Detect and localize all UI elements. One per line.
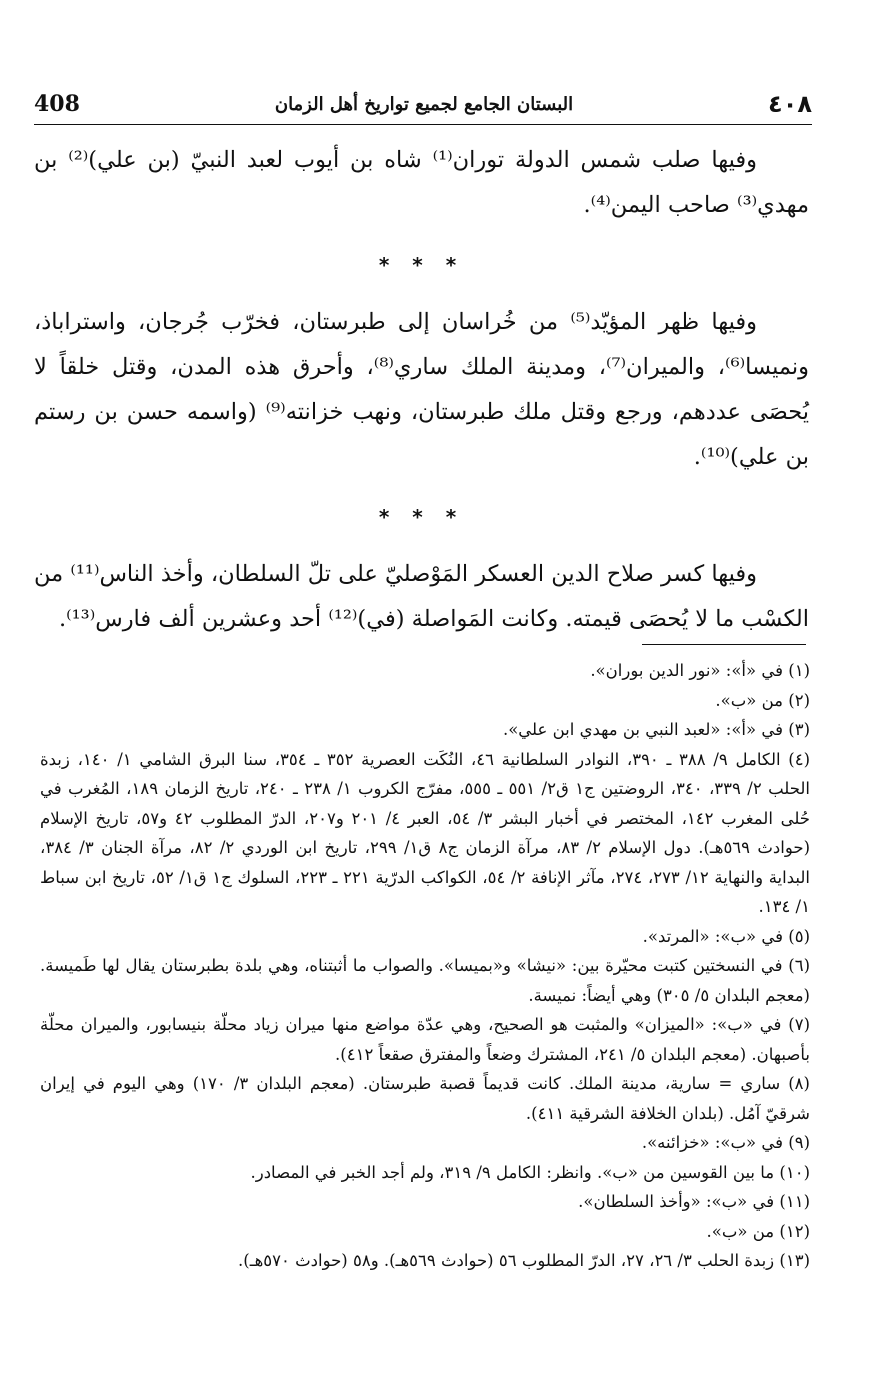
paragraph-1: وفيها صلب شمس الدولة توران⁽¹⁾ شاه بن أيوب لعبد النبيّ (بن علي)⁽²⁾ بن مهدي⁽³⁾ صاحب اليمن⁽⁴⁾. (34, 147, 809, 218)
footnote-13: (١٣) زبدة الحلب ٣/ ٢٦، ٢٧، الدرّ المطلوب ٥٦ (حوادث ٥٦٩هـ). و٥٨ (حوادث ٥٧٠هـ). (238, 1251, 810, 1270)
paragraph-2: وفيها ظهر المؤيّد⁽⁵⁾ من خُراسان إلى طبرستان، فخرّب جُرجان، واستراباذ، ونميسا⁽⁶⁾، والميران⁽⁷⁾، ومدينة الملك ساري⁽⁸⁾، وأحرق هذه المدن، وقتل خلقاً لا يُحصَى عددهم، ورجع وقتل ملك طبرستان، ونهب خزانته⁽⁹⁾ (واسمه حسن بن رستم بن علي)⁽¹⁰⁾. (34, 309, 809, 470)
footnotes (40, 656, 810, 1276)
page-number-latin: 408 (34, 91, 80, 117)
footnote-8: (٨) ساري = سارية، مدينة الملك. كانت قديماً قصبة طبرستان. (معجم البلدان ٣/ ١٧٠) وهي اليوم في إيران شرقيّ آمُل. (بلدان الخلافة الشرقية ٤١١). (40, 1074, 810, 1123)
page-number-arabic: ٤٠٨ (768, 90, 812, 118)
main-text (34, 138, 809, 642)
section-separator-2: * * * (378, 505, 465, 529)
page-header (34, 84, 812, 124)
footnote-12: (١٢) من «ب». (706, 1221, 810, 1241)
header-rule (34, 124, 812, 125)
footnote-1: (١) في «أ»: «نور الدين بوران». (590, 661, 810, 680)
footnote-7: (٧) في «ب»: «الميزان» والمثبت هو الصحيح، وهي عدّة مواضع منها ميران زياد محلّة بنيسابور، والميران محلّة بأصبهان. (معجم البلدان ٥/ ٢٤١، المشترك وضعاً والمفترق صقعاً ٤١٢). (40, 1015, 810, 1064)
footnote-rule (642, 644, 806, 645)
footnote-6: (٦) في النسختين كتبت محيّرة بين: «نيشا» و«بميسا». والصواب ما أثبتناه، وهي بلدة بطبرستان يقال لها طَميسة. (معجم البلدان ٥/ ٣٠٥) وهي أيضاً: نميسة. (40, 956, 810, 1005)
footnote-10: (١٠) ما بين القوسين من «ب». وانظر: الكامل ٩/ ٣١٩، ولم أجد الخبر في المصادر. (250, 1162, 810, 1182)
paragraph-3: وفيها كسر صلاح الدين العسكر المَوْصليّ على تلّ السلطان، وأخذ الناس⁽¹¹⁾ من الكسْب ما لا يُحصَى قيمته. وكانت المَواصلة (في)⁽¹²⁾ أحد وعشرين ألف فارس⁽¹³⁾. (34, 561, 809, 632)
section-separator-1: * * * (378, 253, 465, 277)
footnote-5: (٥) في «ب»: «المرتد». (642, 926, 810, 946)
footnote-2: (٢) من «ب». (715, 690, 810, 710)
running-title: البستان الجامع لجميع تواريخ أهل الزمان (274, 93, 574, 115)
footnote-3: (٣) في «أ»: «لعبد النبي بن مهدي ابن علي». (502, 720, 810, 739)
footnote-4: (٤) الكامل ٩/ ٣٨٨ ـ ٣٩٠، النوادر السلطانية ٤٦، النُكَت العصرية ٣٥٢ ـ ٣٥٤، سنا البرق الشامي ١/ ١٤٠، زبدة الحلب ٢/ ٣٣٩، ٣٤٠، الروضتين ج١ ق٢/ ٥٥١ ـ ٥٥٥، مفرّج الكروب ١/ ٢٣٨ ـ ٢٤٠، تاريخ الزمان ١٨٩، المُغرب في حُلى المغرب ١٤٢، المختصر في أخبار البشر ٣/ ٥٤، العبر ٤/ ٢٠١ و٢٠٧، الدرّ المطلوب ٤٢ و٥٧، تاريخ الإسلام (حوادث ٥٦٩هـ). دول الإسلام ٢/ ٨٣، مرآة الزمان ج٨ ق١/ ٢٩٩، تاريخ ابن الوردي ٢/ ٨٢، مرآة الجنان ٣/ ٣٨٤، البداية والنهاية ١٢/ ٢٧٣، ٢٧٤، مآثر الإنافة ٢/ ٥٤، الكواكب الدرّية ٢٢١ ـ ٢٢٣، السلوك ج١ ق١/ ٥٢، تاريخ ابن سباط ١/ ١٣٤. (40, 749, 811, 916)
footnote-9: (٩) في «ب»: «خزائنه». (641, 1133, 810, 1152)
footnote-11: (١١) في «ب»: «وأخذ السلطان». (578, 1192, 810, 1211)
